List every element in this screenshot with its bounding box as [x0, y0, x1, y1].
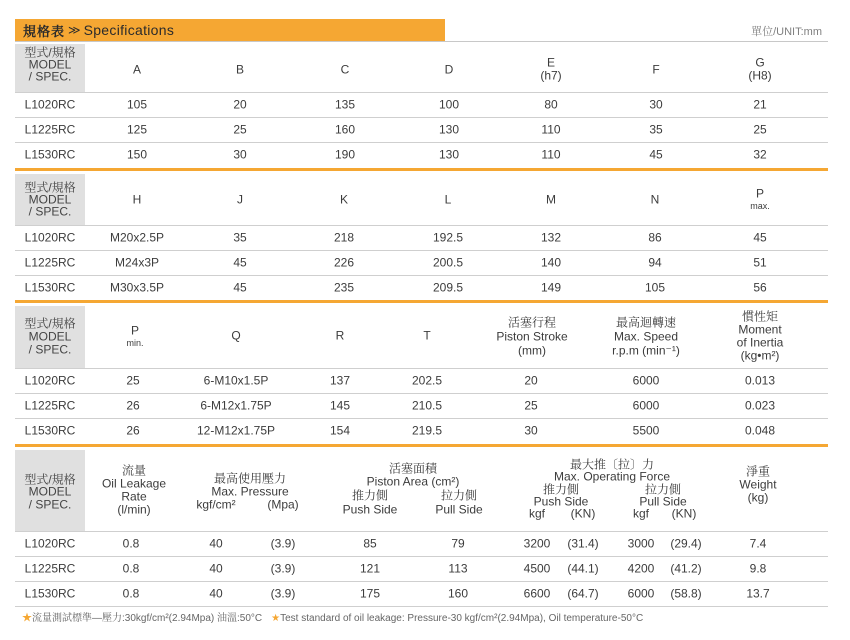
column-header-speed-unit: r.p.m (min⁻¹)	[612, 343, 680, 358]
value-t: 202.5	[411, 373, 443, 387]
column-header-force-pull-cn: 拉力側	[644, 482, 682, 497]
column-header-inertia-en2: of Inertia	[736, 335, 784, 350]
value-l: 192.5	[432, 230, 464, 244]
value-inertia: 0.013	[744, 373, 776, 387]
column-header-force-push-cn: 推力側	[542, 482, 580, 497]
column-header-m: M	[546, 192, 556, 207]
value-force-pull-kn: (29.4)	[670, 536, 702, 550]
model-header-model: MODEL	[28, 57, 72, 72]
value-t: 219.5	[411, 423, 443, 437]
model-header-spec: / SPEC.	[28, 497, 72, 512]
column-header-force-push-en: Push Side	[533, 494, 589, 509]
column-header-c: C	[340, 62, 350, 77]
column-header-force-cn: 最大推〔拉〕力	[569, 457, 655, 472]
value-stroke: 25	[524, 398, 538, 412]
table-row	[0, 275, 850, 300]
value-area-push: 121	[359, 561, 381, 575]
value-f: 45	[649, 147, 663, 161]
column-header-pressure-cn: 最高使用壓力	[213, 471, 287, 486]
value-n: 105	[644, 280, 666, 294]
value-leakage: 0.8	[122, 586, 140, 600]
table-row	[0, 418, 850, 443]
column-header-g: G	[755, 55, 765, 70]
column-header-f: F	[652, 62, 660, 77]
value-n: 94	[648, 255, 662, 269]
value-g: 25	[753, 122, 767, 136]
value-c: 160	[334, 122, 356, 136]
model-header-spec: / SPEC.	[28, 204, 72, 219]
column-header-force-pull-kgf: kgf	[632, 506, 650, 521]
model-header-spec: / SPEC.	[28, 342, 72, 357]
value-g: 32	[753, 147, 767, 161]
table-row	[0, 556, 850, 581]
value-area-pull: 79	[451, 536, 465, 550]
model-cell: L1225RC	[24, 398, 76, 412]
model-cell: L1020RC	[24, 373, 76, 387]
value-k: 218	[333, 230, 355, 244]
value-e: 110	[541, 122, 561, 136]
value-e: 110	[541, 147, 561, 161]
value-weight: 9.8	[749, 561, 767, 575]
model-cell: L1530RC	[24, 586, 76, 600]
value-q: 6-M10x1.5P	[203, 373, 269, 387]
column-header-g-tolerance: (H8)	[748, 68, 772, 83]
value-force-pull-kgf: 3000	[627, 536, 655, 550]
column-header-b: B	[235, 62, 245, 77]
column-header-weight-en: Weight	[739, 477, 777, 492]
value-a: 150	[126, 147, 148, 161]
column-header-area-pull-cn: 拉力側	[440, 488, 478, 503]
table-row	[0, 368, 850, 393]
value-force-pull-kgf: 6000	[627, 586, 655, 600]
value-l: 209.5	[432, 280, 464, 294]
value-h: M30x3.5P	[109, 280, 165, 294]
value-k: 226	[333, 255, 355, 269]
column-header-force-pull-en: Pull Side	[639, 494, 687, 509]
column-header-area-push-cn: 推力側	[351, 488, 389, 503]
column-header-leakage-unit: (l/min)	[117, 502, 151, 517]
column-header-weight-unit: (kg)	[747, 490, 769, 505]
model-cell: L1020RC	[24, 97, 76, 111]
column-header-leakage-cn: 流量	[121, 463, 147, 478]
value-n: 86	[648, 230, 662, 244]
value-inertia: 0.048	[744, 423, 776, 437]
value-f: 30	[649, 97, 663, 111]
column-header-inertia-en1: Moment	[738, 322, 782, 337]
value-force-pull-kn: (58.8)	[670, 586, 702, 600]
column-header-speed-en: Max. Speed	[613, 329, 679, 344]
column-header-e: E	[546, 55, 556, 70]
value-weight: 7.4	[749, 536, 767, 550]
column-header-d: D	[444, 62, 454, 77]
column-header-r: R	[335, 328, 345, 343]
value-p-min: 26	[126, 398, 140, 412]
column-header-inertia-unit: (kg•m²)	[740, 348, 780, 363]
column-header-p-max: P	[755, 186, 765, 201]
value-b: 20	[233, 97, 247, 111]
value-force-push-kgf: 3200	[523, 536, 551, 550]
value-stroke: 30	[524, 423, 538, 437]
value-g: 21	[753, 97, 767, 111]
model-header-cn: 型式/規格	[24, 472, 76, 487]
value-q: 6-M12x1.75P	[200, 398, 272, 412]
model-header-cn: 型式/規格	[24, 316, 76, 331]
value-r: 154	[329, 423, 351, 437]
value-t: 210.5	[411, 398, 443, 412]
value-stroke: 20	[524, 373, 538, 387]
value-pressure-mpa: (3.9)	[270, 536, 296, 550]
model-cell: L1530RC	[24, 423, 76, 437]
column-header-n: N	[650, 192, 660, 207]
value-area-pull: 113	[448, 561, 468, 575]
value-j: 45	[233, 255, 247, 269]
value-a: 105	[126, 97, 148, 111]
column-header-e-tolerance: (h7)	[540, 68, 562, 83]
value-weight: 13.7	[746, 586, 770, 600]
value-d: 100	[438, 97, 460, 111]
value-e: 80	[544, 97, 558, 111]
value-p-max: 45	[753, 230, 767, 244]
value-c: 135	[334, 97, 356, 111]
double-arrow-icon: ≫	[68, 23, 81, 37]
value-force-push-kn: (44.1)	[567, 561, 599, 575]
value-pressure-kgf: 40	[209, 586, 223, 600]
model-header-spec: / SPEC.	[28, 69, 72, 84]
column-header-p-max-sub: max.	[750, 201, 770, 211]
section-divider	[15, 300, 828, 303]
table-row	[0, 92, 850, 117]
value-j: 45	[233, 280, 247, 294]
value-m: 140	[540, 255, 562, 269]
value-r: 145	[329, 398, 351, 412]
column-header-area-push-en: Push Side	[342, 502, 398, 517]
column-header-force-en: Max. Operating Force	[553, 469, 671, 484]
unit-label: 單位/UNIT:mm	[751, 26, 822, 38]
value-a: 125	[126, 122, 148, 136]
column-header-inertia-cn: 慣性矩	[741, 309, 779, 324]
value-d: 130	[438, 122, 460, 136]
value-p-max: 56	[753, 280, 767, 294]
value-pressure-kgf: 40	[209, 536, 223, 550]
value-speed: 5500	[632, 423, 660, 437]
value-speed: 6000	[632, 398, 660, 412]
model-header-cn: 型式/規格	[24, 45, 76, 60]
table-row	[0, 142, 850, 167]
value-force-pull-kgf: 4200	[627, 561, 655, 575]
column-header-p-min-sub: min.	[126, 338, 144, 348]
footnote-en: Test standard of oil leakage: Pressure-30 kgf/cm²(2.94Mpa), Oil temperature-50°C	[280, 613, 644, 624]
column-header-pressure-kgf: kgf/cm²	[196, 497, 236, 512]
value-inertia: 0.023	[744, 398, 776, 412]
column-header-force-push-kn: (KN)	[570, 506, 596, 521]
column-header-area-pull-en: Pull Side	[435, 502, 483, 517]
column-header-area-cn: 活塞面積	[388, 461, 438, 476]
value-b: 25	[233, 122, 247, 136]
model-header-model: MODEL	[28, 329, 72, 344]
value-force-push-kn: (31.4)	[567, 536, 599, 550]
column-header-j: J	[237, 192, 243, 207]
column-header-leakage-en2: Rate	[121, 489, 147, 504]
model-cell: L1530RC	[24, 147, 76, 161]
model-cell: L1225RC	[24, 255, 76, 269]
table-row	[0, 531, 850, 556]
value-m: 132	[540, 230, 562, 244]
row-divider	[15, 606, 828, 607]
value-p-min: 26	[126, 423, 140, 437]
title-cn: 規格表	[23, 23, 66, 39]
value-q: 12-M12x1.75P	[196, 423, 276, 437]
column-header-stroke-cn: 活塞行程	[507, 315, 557, 330]
value-pressure-mpa: (3.9)	[270, 561, 296, 575]
column-header-q: Q	[231, 328, 241, 343]
column-header-force-push-kgf: kgf	[528, 506, 546, 521]
value-m: 149	[540, 280, 562, 294]
value-h: M24x3P	[114, 255, 160, 269]
value-leakage: 0.8	[122, 561, 140, 575]
table-row	[0, 117, 850, 142]
column-header-l: L	[444, 192, 452, 207]
section-divider	[15, 168, 828, 171]
value-p-max: 51	[753, 255, 767, 269]
header-divider	[15, 41, 828, 42]
value-pressure-kgf: 40	[209, 561, 223, 575]
model-cell: L1225RC	[24, 561, 76, 575]
value-force-pull-kn: (41.2)	[670, 561, 702, 575]
star-icon: ★	[271, 613, 281, 624]
column-header-weight-cn: 淨重	[745, 464, 771, 479]
table-row	[0, 393, 850, 418]
value-pressure-mpa: (3.9)	[270, 586, 296, 600]
column-header-force-pull-kn: (KN)	[671, 506, 697, 521]
title-bar	[15, 19, 445, 41]
column-header-stroke-unit: (mm)	[518, 343, 546, 358]
model-cell: L1020RC	[24, 536, 76, 550]
model-cell: L1020RC	[24, 230, 76, 244]
footnote-cn: 流量測試標準—壓力:30kgf/cm²(2.94Mpa) 油溫:50°C	[32, 613, 263, 624]
value-area-push: 85	[363, 536, 377, 550]
value-f: 35	[649, 122, 663, 136]
model-header-model: MODEL	[28, 484, 72, 499]
value-area-push: 175	[359, 586, 381, 600]
section-divider	[15, 444, 828, 447]
column-header-speed-cn: 最高迴轉速	[615, 315, 677, 330]
value-p-min: 25	[126, 373, 140, 387]
value-d: 130	[438, 147, 460, 161]
value-force-push-kgf: 6600	[523, 586, 551, 600]
column-header-h: H	[132, 192, 142, 207]
column-header-leakage-en1: Oil Leakage	[101, 476, 167, 491]
column-header-k: K	[339, 192, 349, 207]
column-header-p-min: P	[130, 323, 140, 338]
value-l: 200.5	[432, 255, 464, 269]
column-header-stroke-en: Piston Stroke	[496, 329, 568, 344]
model-header-model: MODEL	[28, 192, 72, 207]
value-h: M20x2.5P	[109, 230, 165, 244]
model-cell: L1530RC	[24, 280, 76, 294]
model-header-cn: 型式/規格	[24, 180, 76, 195]
column-header-pressure-en: Max. Pressure	[211, 484, 289, 499]
value-force-push-kgf: 4500	[523, 561, 551, 575]
value-r: 137	[329, 373, 351, 387]
value-k: 235	[333, 280, 355, 294]
footnote	[22, 612, 643, 626]
column-header-a: A	[132, 62, 142, 77]
value-b: 30	[233, 147, 247, 161]
star-icon: ★	[22, 613, 32, 624]
column-header-t: T	[423, 328, 431, 343]
value-c: 190	[334, 147, 356, 161]
title-en: Specifications	[83, 22, 175, 38]
value-leakage: 0.8	[122, 536, 140, 550]
table-row	[0, 581, 850, 606]
model-cell: L1225RC	[24, 122, 76, 136]
value-area-pull: 160	[447, 586, 469, 600]
value-speed: 6000	[632, 373, 660, 387]
table-row	[0, 225, 850, 250]
table-row	[0, 250, 850, 275]
column-header-pressure-mpa: (Mpa)	[267, 497, 299, 512]
value-force-push-kn: (64.7)	[567, 586, 599, 600]
column-header-area-en: Piston Area (cm²)	[366, 474, 460, 489]
value-j: 35	[233, 230, 247, 244]
